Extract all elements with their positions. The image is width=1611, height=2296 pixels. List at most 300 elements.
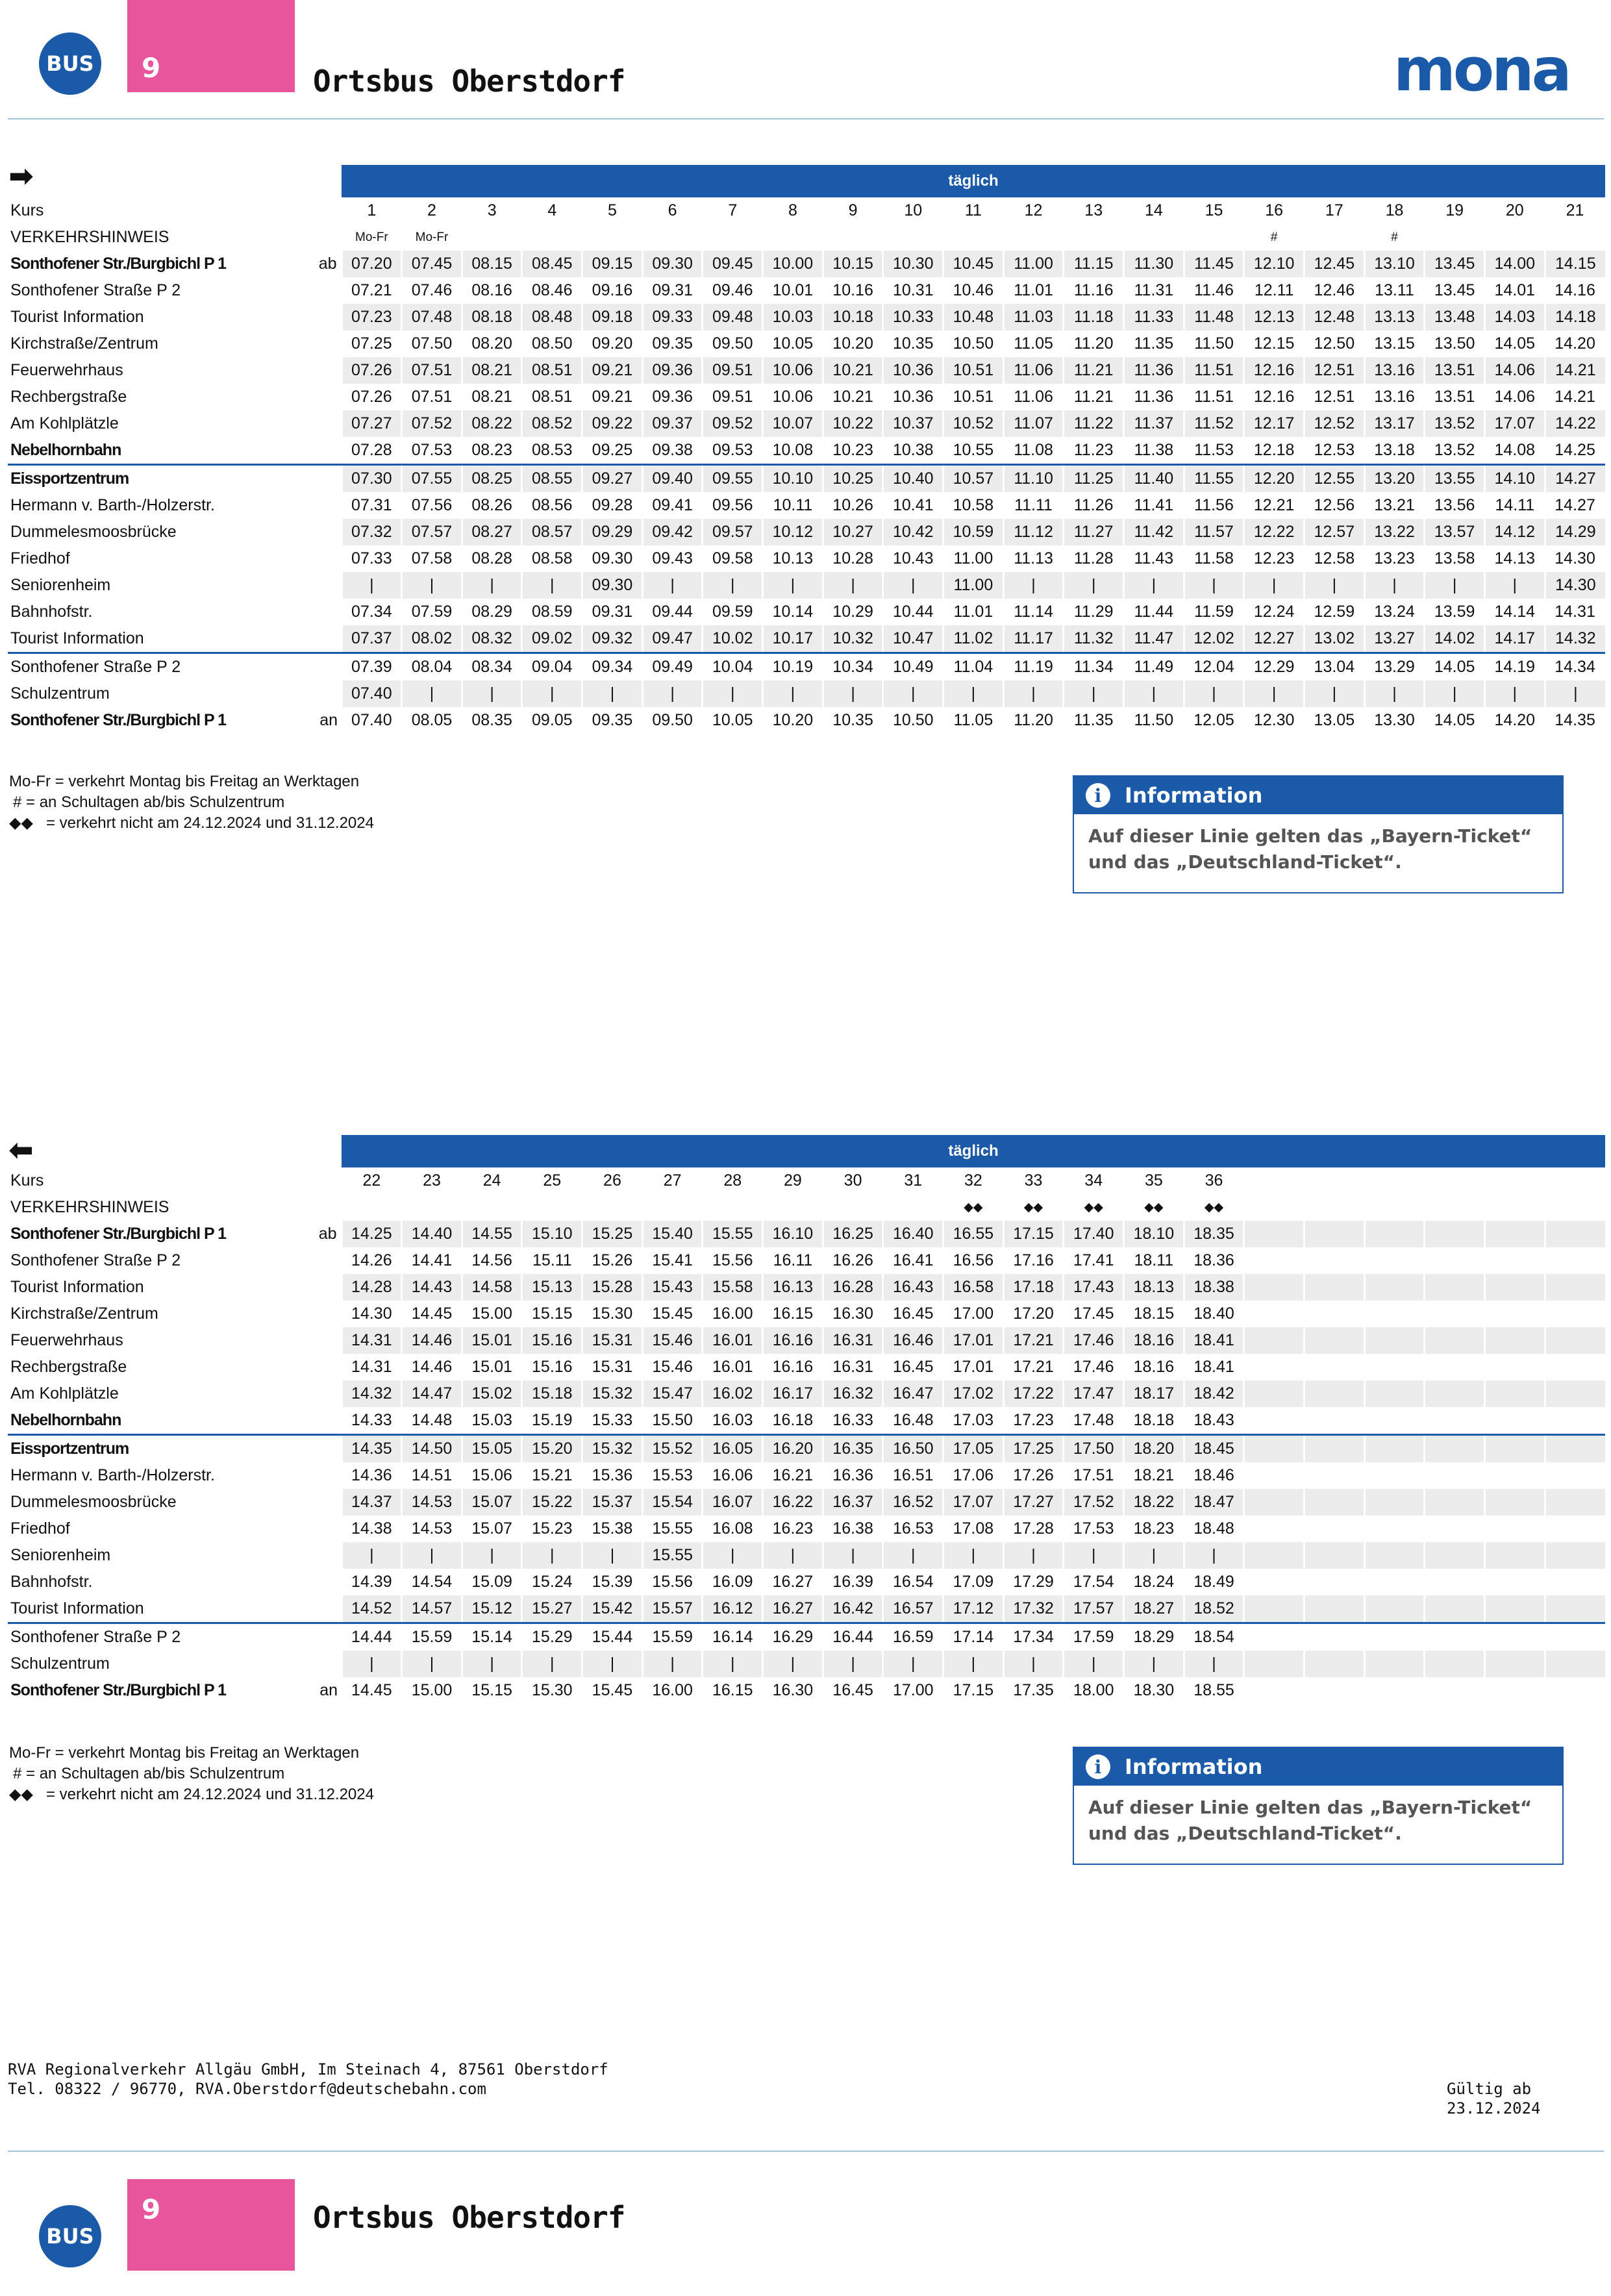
departure-time: | <box>823 1651 883 1677</box>
departure-time: 16.14 <box>712 1628 753 1646</box>
hinweis-label: VERKEHRSHINWEIS <box>10 1198 169 1216</box>
departure-time: 17.08 <box>953 1519 994 1538</box>
page-title-next: Ortsbus Oberstdorf <box>313 2200 625 2235</box>
band-spacer <box>8 1135 293 1167</box>
departure-time: 09.36 <box>652 388 693 406</box>
page-title: Ortsbus Oberstdorf <box>313 64 625 99</box>
departure-time: 15.16 <box>532 1358 573 1376</box>
departure-time: 14.00 <box>1484 251 1545 277</box>
departure-time: 17.25 <box>1003 1435 1064 1463</box>
run-number: 19 <box>1445 201 1464 219</box>
departure-time: 13.45 <box>1434 281 1475 299</box>
departure-time <box>1364 1380 1425 1407</box>
departure-time: 17.26 <box>1013 1466 1054 1484</box>
departure-time: 11.07 <box>1003 410 1064 437</box>
departure-time: 18.48 <box>1193 1519 1234 1538</box>
departure-time: 14.19 <box>1494 658 1536 676</box>
departure-time: 14.27 <box>1545 465 1605 493</box>
departure-time: 17.01 <box>943 1327 1004 1354</box>
departure-time: 18.38 <box>1184 1274 1244 1301</box>
departure-time: 12.58 <box>1314 549 1355 568</box>
departure-time: 10.44 <box>892 603 934 621</box>
departure-time <box>1244 1677 1305 1704</box>
departure-time: | <box>1184 680 1244 707</box>
departure-time: | <box>462 1542 522 1569</box>
departure-time: 11.21 <box>1073 388 1114 406</box>
departure-time: 08.26 <box>471 496 512 514</box>
departure-time: | <box>1545 680 1605 707</box>
departure-time <box>1305 1407 1365 1435</box>
table-row <box>8 465 1605 493</box>
departure-time: 18.11 <box>1134 1251 1174 1269</box>
departure-time <box>1484 1489 1545 1516</box>
departure-time: 16.43 <box>883 1274 943 1301</box>
departure-time: 10.49 <box>892 658 934 676</box>
departure-time: 13.51 <box>1425 357 1485 384</box>
table-row <box>8 599 1605 625</box>
departure-time: 09.02 <box>522 625 582 653</box>
departure-time: 08.20 <box>471 334 512 353</box>
departure-time: 09.44 <box>652 603 693 621</box>
departure-time: 16.09 <box>712 1573 753 1591</box>
departure-time <box>1545 1542 1605 1569</box>
hinweis-spacer <box>293 224 342 251</box>
departure-time: 12.02 <box>1184 625 1244 653</box>
departure-time: 10.36 <box>892 388 934 406</box>
departure-time <box>1484 1380 1545 1407</box>
departure-time: 08.29 <box>471 603 512 621</box>
departure-time <box>1364 1651 1425 1677</box>
departure-time: 09.27 <box>582 465 643 493</box>
stop-name: Feuerwehrhaus <box>10 1331 123 1349</box>
departure-time: | <box>642 572 703 599</box>
table-row <box>8 1247 1605 1274</box>
legend-hash: # = an Schultagen ab/bis Schulzentrum <box>13 793 285 811</box>
stop-mark <box>293 653 342 681</box>
departure-time: 13.52 <box>1425 410 1485 437</box>
departure-time: 16.46 <box>883 1327 943 1354</box>
departure-time: 11.10 <box>1003 465 1064 493</box>
hinweis-row <box>8 1194 1605 1221</box>
stop-name: Sonthofener Straße P 2 <box>10 658 181 676</box>
departure-time: | <box>883 572 943 599</box>
departure-time: 07.55 <box>402 465 462 493</box>
departure-time: 10.42 <box>883 519 943 545</box>
departure-time: 09.35 <box>652 334 693 353</box>
stop-mark <box>293 680 342 707</box>
departure-time: 13.52 <box>1425 437 1485 465</box>
departure-time: 15.45 <box>592 1681 633 1699</box>
departure-time: 10.13 <box>772 549 814 568</box>
departure-time: 08.16 <box>471 281 512 299</box>
departure-time: 14.45 <box>411 1304 453 1323</box>
departure-time: 13.21 <box>1374 496 1415 514</box>
run-note <box>582 224 643 251</box>
departure-time: 18.47 <box>1184 1489 1244 1516</box>
stop-name: Sonthofener Str./Burgbichl P 1 <box>10 1225 227 1243</box>
departure-time: 14.13 <box>1494 549 1536 568</box>
departure-time: 15.18 <box>522 1380 582 1407</box>
stop-name: Feuerwehrhaus <box>10 361 123 379</box>
departure-time: 14.37 <box>342 1489 402 1516</box>
departure-time: | <box>342 1651 402 1677</box>
departure-time: 17.53 <box>1073 1519 1114 1538</box>
departure-time: 12.51 <box>1305 357 1365 384</box>
stop-name: Tourist Information <box>8 1595 293 1623</box>
departure-time: 15.57 <box>642 1595 703 1623</box>
departure-time: 15.27 <box>522 1595 582 1623</box>
run-note <box>642 224 703 251</box>
departure-time: 10.16 <box>832 281 873 299</box>
departure-time: 12.46 <box>1314 281 1355 299</box>
departure-time: 15.39 <box>592 1573 633 1591</box>
table-row <box>8 331 1605 357</box>
stop-name: Hermann v. Barth-/Holzerstr. <box>10 1466 215 1484</box>
departure-time: 14.21 <box>1555 388 1595 406</box>
departure-time: 17.51 <box>1073 1466 1114 1484</box>
stop-mark: ab <box>318 255 337 273</box>
departure-time <box>1425 1407 1485 1435</box>
departure-time: 10.05 <box>712 711 753 729</box>
departure-time: 14.16 <box>1555 281 1595 299</box>
departure-time: 11.18 <box>1064 304 1124 331</box>
departure-time <box>1364 1516 1425 1542</box>
departure-time: 08.57 <box>522 519 582 545</box>
departure-time: 18.27 <box>1124 1595 1184 1623</box>
service-days: täglich <box>342 1135 1605 1167</box>
departure-time <box>1425 1569 1485 1595</box>
departure-time: 18.41 <box>1193 1358 1234 1376</box>
timetable-grid <box>8 165 1605 734</box>
departure-time: 10.25 <box>823 465 883 493</box>
departure-time: 13.16 <box>1364 357 1425 384</box>
departure-time <box>1244 1516 1305 1542</box>
bus-logo: BUS <box>39 32 101 95</box>
departure-time: 12.16 <box>1244 357 1305 384</box>
departure-time: 17.32 <box>1003 1595 1064 1623</box>
departure-time: 11.56 <box>1194 496 1234 514</box>
departure-time: | <box>1064 1542 1124 1569</box>
run-note: # <box>1270 230 1278 244</box>
departure-time: 17.20 <box>1013 1304 1054 1323</box>
table-row <box>8 1677 1605 1704</box>
stop-name: Schulzentrum <box>10 684 110 703</box>
run-note <box>1545 224 1605 251</box>
stop-name: Hermann v. Barth-/Holzerstr. <box>10 496 215 514</box>
run-number: 26 <box>603 1171 621 1190</box>
departure-time: 08.05 <box>411 711 453 729</box>
stop-mark <box>293 1569 342 1595</box>
departure-time: 17.12 <box>943 1595 1004 1623</box>
departure-time: 15.10 <box>522 1221 582 1247</box>
departure-time: 14.30 <box>1555 549 1595 568</box>
stop-mark <box>293 1407 342 1435</box>
departure-time: 14.46 <box>402 1327 462 1354</box>
departure-time: 15.47 <box>642 1380 703 1407</box>
departure-time: 15.38 <box>592 1519 633 1538</box>
departure-time <box>1545 1221 1605 1247</box>
departure-time: 13.45 <box>1425 251 1485 277</box>
departure-time: 17.21 <box>1003 1327 1064 1354</box>
departure-time <box>1484 1516 1545 1542</box>
departure-time: 11.16 <box>1073 281 1114 299</box>
departure-time: 15.13 <box>522 1274 582 1301</box>
departure-time: 18.18 <box>1124 1407 1184 1435</box>
departure-time: 12.27 <box>1244 625 1305 653</box>
stop-mark <box>293 1651 342 1677</box>
departure-time: | <box>763 1651 823 1677</box>
departure-time: | <box>342 572 402 599</box>
departure-time: 07.30 <box>342 465 402 493</box>
departure-time <box>1484 1301 1545 1327</box>
departure-time: 11.42 <box>1124 519 1184 545</box>
departure-time: 15.16 <box>522 1327 582 1354</box>
run-number: 1 <box>367 201 377 219</box>
departure-time: 16.50 <box>883 1435 943 1463</box>
run-number: 30 <box>843 1171 862 1190</box>
departure-time: 15.52 <box>642 1435 703 1463</box>
footer-valid: Gültig ab 23.12.2024 <box>1447 2080 1541 2117</box>
departure-time: 09.49 <box>652 658 693 676</box>
departure-time: 16.05 <box>703 1435 763 1463</box>
departure-time: 08.58 <box>532 549 573 568</box>
departure-time: 13.27 <box>1364 625 1425 653</box>
departure-time: 14.35 <box>342 1435 402 1463</box>
departure-time: 16.28 <box>823 1274 883 1301</box>
departure-time: 13.22 <box>1364 519 1425 545</box>
departure-time: 11.30 <box>1124 251 1184 277</box>
departure-time: 16.25 <box>823 1221 883 1247</box>
departure-time: 16.01 <box>712 1358 753 1376</box>
departure-time: 16.40 <box>883 1221 943 1247</box>
departure-time: 11.48 <box>1184 304 1244 331</box>
departure-time: 11.03 <box>1003 304 1064 331</box>
departure-time: 13.59 <box>1434 603 1475 621</box>
departure-time: | <box>703 1542 763 1569</box>
departure-time: 12.29 <box>1253 658 1295 676</box>
departure-time: 11.50 <box>1194 334 1234 353</box>
departure-time: 17.22 <box>1003 1380 1064 1407</box>
stop-mark <box>293 1462 342 1489</box>
departure-time: 15.11 <box>532 1251 572 1269</box>
departure-time: 15.54 <box>642 1489 703 1516</box>
departure-time: 17.48 <box>1064 1407 1124 1435</box>
run-note <box>1064 224 1124 251</box>
departure-time: 16.33 <box>823 1407 883 1435</box>
departure-time: 16.30 <box>832 1304 873 1323</box>
departure-time: 11.05 <box>1014 334 1053 353</box>
departure-time: 07.23 <box>342 304 402 331</box>
departure-time: 14.45 <box>351 1681 392 1699</box>
departure-time <box>1364 1221 1425 1247</box>
departure-time: 08.21 <box>471 388 512 406</box>
departure-time: 07.56 <box>411 496 453 514</box>
departure-time: 08.53 <box>522 437 582 465</box>
departure-time: 12.18 <box>1244 437 1305 465</box>
departure-time: 09.32 <box>582 625 643 653</box>
departure-time: 15.28 <box>582 1274 643 1301</box>
departure-time: 18.41 <box>1184 1327 1244 1354</box>
departure-time: 14.22 <box>1545 410 1605 437</box>
table-row <box>8 410 1605 437</box>
departure-time: | <box>883 1651 943 1677</box>
departure-time: 08.59 <box>532 603 573 621</box>
departure-time <box>1305 1542 1365 1569</box>
departure-time: 15.32 <box>582 1435 643 1463</box>
departure-time: 12.10 <box>1244 251 1305 277</box>
departure-time <box>1425 1435 1485 1463</box>
departure-time: 14.02 <box>1425 625 1485 653</box>
run-number <box>1545 1167 1605 1194</box>
departure-time: 10.34 <box>832 658 873 676</box>
departure-time: 12.17 <box>1244 410 1305 437</box>
stop-name: Tourist Information <box>10 308 144 326</box>
stop-name: Sonthofener Straße P 2 <box>10 1251 181 1269</box>
stop-name: Sonthofener Straße P 2 <box>10 281 181 299</box>
run-number: 6 <box>668 201 677 219</box>
departure-time: 10.02 <box>703 625 763 653</box>
run-number <box>1484 1167 1545 1194</box>
departure-time: 09.57 <box>703 519 763 545</box>
departure-time: 16.52 <box>883 1489 943 1516</box>
stop-mark <box>293 1489 342 1516</box>
departure-time: 16.53 <box>892 1519 934 1538</box>
departure-time: 14.06 <box>1484 357 1545 384</box>
run-number: 15 <box>1205 201 1223 219</box>
table-row <box>8 1380 1605 1407</box>
departure-time: 17.16 <box>1013 1251 1054 1269</box>
departure-time: 08.04 <box>411 658 453 676</box>
departure-time: 17.52 <box>1064 1489 1124 1516</box>
departure-time: | <box>943 1542 1004 1569</box>
departure-time: 16.00 <box>652 1681 693 1699</box>
legend-mofr-2: Mo-Fr = verkehrt Montag bis Freitag an Werktagen <box>9 1744 360 1762</box>
info-icon: i <box>1086 783 1110 808</box>
departure-time: 15.00 <box>411 1681 453 1699</box>
departure-time: 15.44 <box>592 1628 633 1646</box>
departure-time <box>1305 1677 1365 1704</box>
departure-time: 14.17 <box>1484 625 1545 653</box>
departure-time: 10.12 <box>763 519 823 545</box>
departure-time: 07.28 <box>342 437 402 465</box>
departure-time: 14.39 <box>351 1573 392 1591</box>
run-note <box>703 224 763 251</box>
kurs-spacer <box>293 197 342 224</box>
departure-time: 17.34 <box>1013 1628 1054 1646</box>
run-note <box>402 1194 462 1221</box>
stop-mark <box>293 410 342 437</box>
departure-time: 10.50 <box>892 711 934 729</box>
departure-time: 14.47 <box>402 1380 462 1407</box>
departure-time: 14.25 <box>342 1221 402 1247</box>
departure-time: 14.35 <box>1555 711 1595 729</box>
departure-time: 10.23 <box>823 437 883 465</box>
run-note <box>1184 224 1244 251</box>
run-note <box>883 224 943 251</box>
departure-time: 15.00 <box>471 1304 512 1323</box>
departure-time: 16.06 <box>712 1466 753 1484</box>
departure-time <box>1305 1516 1365 1542</box>
departure-time <box>1484 1435 1545 1463</box>
departure-time: 10.50 <box>953 334 994 353</box>
departure-time: | <box>522 1651 582 1677</box>
stop-mark <box>293 1301 342 1327</box>
departure-time <box>1425 1221 1485 1247</box>
departure-time: 10.03 <box>763 304 823 331</box>
departure-time: | <box>1244 680 1305 707</box>
departure-time: 08.51 <box>532 388 573 406</box>
stop-mark <box>293 1354 342 1380</box>
departure-time: 10.08 <box>763 437 823 465</box>
stop-name: Sonthofener Str./Burgbichl P 1 <box>10 1681 227 1699</box>
run-note <box>582 1194 643 1221</box>
departure-time: 11.53 <box>1184 437 1244 465</box>
departure-time: 12.22 <box>1244 519 1305 545</box>
departure-time: 11.23 <box>1064 437 1124 465</box>
departure-time: 09.56 <box>712 496 753 514</box>
run-number: 33 <box>1024 1171 1043 1190</box>
departure-time: | <box>763 1542 823 1569</box>
table-row <box>8 707 1605 734</box>
departure-time: 15.21 <box>532 1466 573 1484</box>
departure-time: 14.26 <box>351 1251 392 1269</box>
departure-time <box>1425 1489 1485 1516</box>
departure-time: 10.51 <box>953 388 994 406</box>
departure-time: 16.55 <box>943 1221 1004 1247</box>
departure-time: 18.20 <box>1124 1435 1184 1463</box>
stop-mark <box>293 545 342 572</box>
departure-time: 16.56 <box>953 1251 994 1269</box>
stop-name: Rechbergstraße <box>10 388 127 406</box>
departure-time: 10.15 <box>823 251 883 277</box>
stop-mark <box>293 599 342 625</box>
stop-name: Kirchstraße/Zentrum <box>10 334 158 353</box>
info-box-2 <box>1073 1747 1564 1865</box>
departure-time: 15.26 <box>592 1251 633 1269</box>
departure-time <box>1545 1569 1605 1595</box>
stop-mark <box>293 304 342 331</box>
stop-mark <box>293 1623 342 1651</box>
departure-time: | <box>1124 572 1184 599</box>
departure-time: 10.00 <box>763 251 823 277</box>
departure-time: 17.46 <box>1073 1358 1114 1376</box>
departure-time <box>1244 1221 1305 1247</box>
departure-time: 11.11 <box>1014 496 1053 514</box>
departure-time: 07.50 <box>411 334 453 353</box>
departure-time <box>1244 1274 1305 1301</box>
run-number: 12 <box>1024 201 1043 219</box>
info-header-2 <box>1074 1748 1562 1786</box>
departure-time: 09.52 <box>703 410 763 437</box>
departure-time: 13.05 <box>1314 711 1355 729</box>
departure-time: 14.46 <box>411 1358 453 1376</box>
departure-time: 09.30 <box>592 549 633 568</box>
departure-time: 17.14 <box>953 1628 994 1646</box>
stop-name: Friedhof <box>10 1519 70 1538</box>
run-note <box>462 1194 522 1221</box>
departure-time: 10.48 <box>943 304 1004 331</box>
departure-time: 14.15 <box>1545 251 1605 277</box>
departure-time: 15.31 <box>592 1358 633 1376</box>
run-number: 23 <box>423 1171 441 1190</box>
departure-time: 17.07 <box>943 1489 1004 1516</box>
run-note <box>943 224 1004 251</box>
departure-time: 09.22 <box>582 410 643 437</box>
departure-time: 16.26 <box>832 1251 873 1269</box>
departure-time: | <box>823 572 883 599</box>
departure-time <box>1425 1677 1485 1704</box>
departure-time: 16.07 <box>703 1489 763 1516</box>
